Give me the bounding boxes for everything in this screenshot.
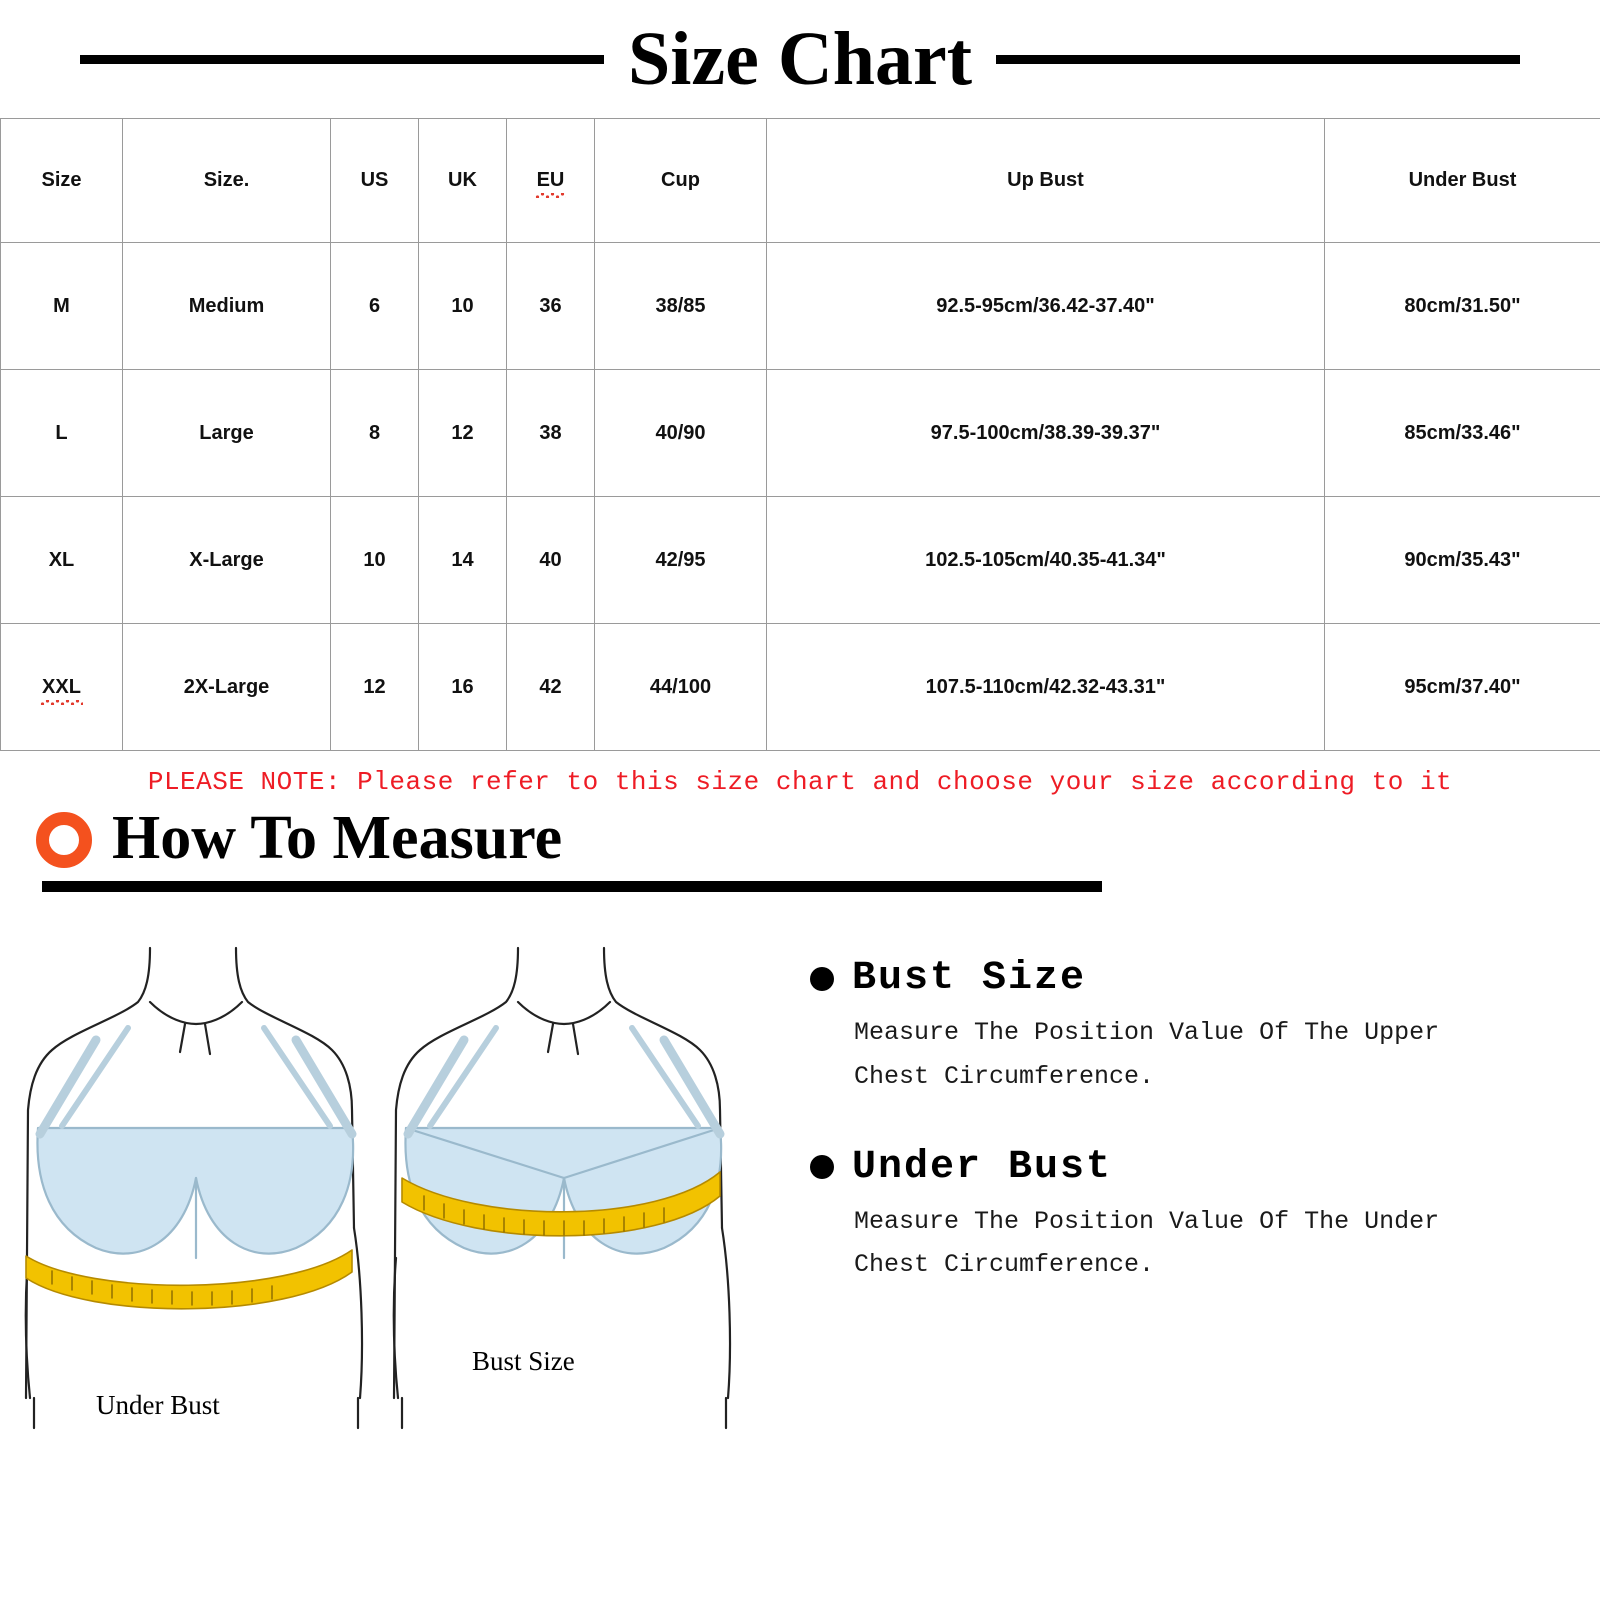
cell-size [1, 624, 123, 751]
please-note-text: PLEASE NOTE: Please refer to this size chart and choose your size according to it [147, 767, 1453, 797]
cell-size: L [1, 370, 123, 497]
column-header-eu [507, 119, 595, 243]
page-title-row [0, 0, 1600, 118]
table-row [1, 624, 1600, 751]
table-row [1, 370, 1600, 497]
measure-illustration-section [0, 892, 1600, 1453]
cell-size-name: Medium [123, 243, 331, 370]
cell-size: XL [1, 497, 123, 624]
cell-under-bust: 95cm/37.40" [1325, 624, 1600, 751]
title-rule-right [996, 55, 1520, 64]
cell-eu: 40 [507, 497, 595, 624]
cell-up-bust: 102.5-105cm/40.35-41.34" [767, 497, 1325, 624]
figure-label-under-bust: Under Bust [96, 1390, 220, 1420]
cell-up-bust: 92.5-95cm/36.42-37.40" [767, 243, 1325, 370]
table-header-row [1, 119, 1600, 243]
ring-icon [36, 812, 92, 868]
page-title: Size Chart [627, 17, 973, 101]
size-chart-table [0, 118, 1600, 751]
table-row [1, 243, 1600, 370]
measure-item-title: Bust Size [852, 956, 1087, 1001]
cell-size-text: XXL [42, 675, 81, 698]
measure-item-title: Under Bust [852, 1144, 1113, 1190]
cell-us: 6 [331, 243, 419, 370]
title-rule-left [80, 55, 604, 64]
cell-size-name: Large [123, 370, 331, 497]
cell-uk: 14 [419, 497, 507, 624]
cell-under-bust: 85cm/33.46" [1325, 370, 1600, 497]
column-header-us: US [331, 119, 419, 243]
column-header-size-name: Size. [123, 119, 331, 243]
cell-eu: 38 [507, 370, 595, 497]
column-header-eu-text: EU [536, 169, 565, 191]
cell-under-bust: 80cm/31.50" [1325, 243, 1600, 370]
cell-eu: 42 [507, 624, 595, 751]
measure-item-body: Measure The Position Value Of The Under Chest Circumference. [854, 1206, 1440, 1280]
cell-up-bust: 107.5-110cm/42.32-43.31" [767, 624, 1325, 751]
measure-item-body: Measure The Position Value Of The Upper Chest Circumference. [854, 1018, 1440, 1091]
figure-label-bust-size: Bust Size [472, 1346, 575, 1376]
cell-cup: 38/85 [595, 243, 767, 370]
cell-size-name: 2X-Large [123, 624, 331, 751]
column-header-cup: Cup [595, 119, 767, 243]
cell-us: 8 [331, 370, 419, 497]
cell-uk: 10 [419, 243, 507, 370]
column-header-uk: UK [419, 119, 507, 243]
column-header-size: Size [1, 119, 123, 243]
cell-cup: 44/100 [595, 624, 767, 751]
cell-under-bust: 90cm/35.43" [1325, 497, 1600, 624]
cell-us: 12 [331, 624, 419, 751]
table-row [1, 497, 1600, 624]
cell-size: M [1, 243, 123, 370]
cell-up-bust: 97.5-100cm/38.39-39.37" [767, 370, 1325, 497]
column-header-up-bust: Up Bust [767, 119, 1325, 243]
how-to-measure-section [0, 801, 1600, 892]
cell-uk: 16 [419, 624, 507, 751]
cell-eu: 36 [507, 243, 595, 370]
column-header-under-bust: Under Bust [1325, 119, 1600, 243]
cell-cup: 40/90 [595, 370, 767, 497]
cell-cup: 42/95 [595, 497, 767, 624]
measure-figures [0, 928, 800, 1453]
cell-size-name: X-Large [123, 497, 331, 624]
cell-uk: 12 [419, 370, 507, 497]
how-to-measure-heading-row [36, 804, 1600, 872]
how-to-measure-rule [42, 881, 1102, 892]
how-to-measure-heading: How To Measure [112, 804, 563, 872]
cell-us: 10 [331, 497, 419, 624]
